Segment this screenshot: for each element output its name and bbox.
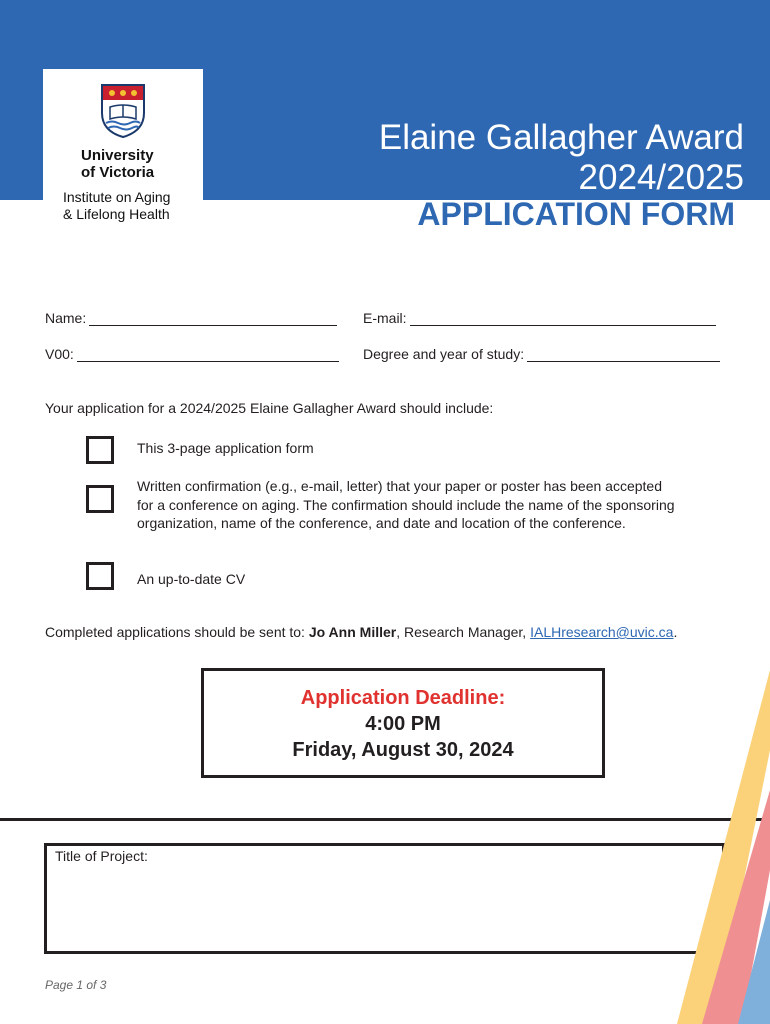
checklist-item: An up-to-date CV: [137, 571, 246, 587]
v00-input-line[interactable]: [77, 347, 339, 362]
section-divider: [0, 818, 770, 821]
contact-name: Jo Ann Miller: [308, 624, 397, 640]
uvic-logo: [43, 69, 203, 231]
university-name: University of Victoria: [81, 147, 155, 181]
email-field[interactable]: [363, 310, 716, 326]
project-title-label: Title of Project:: [55, 848, 148, 864]
checkbox-cv[interactable]: [86, 562, 114, 590]
intro-text: Your application for a 2024/2025 Elaine Gallagher Award should include:: [45, 400, 494, 416]
deadline-time: 4:00 PM: [365, 713, 441, 735]
checkbox-confirmation[interactable]: [86, 485, 114, 513]
deadline-box: [201, 668, 605, 778]
degree-field[interactable]: [363, 346, 720, 362]
submission-instructions: Completed applications should be sent to: Jo Ann Miller, Research Manager, IALHresearch@uvic.ca.: [45, 624, 678, 640]
checklist-item: Written confirmation (e.g., e-mail, letter) that your paper or poster has been accepted for a conference on aging. The confirmation should include the name of the sponsoring organization, name of the conference, and date and location of the conference.: [137, 478, 675, 531]
degree-label: Degree and year of study:: [363, 346, 525, 362]
name-label: Name:: [45, 310, 87, 326]
v00-field[interactable]: [45, 346, 339, 362]
name-input-line[interactable]: [89, 311, 337, 326]
degree-input-line[interactable]: [527, 347, 720, 362]
email-input-line[interactable]: [410, 311, 716, 326]
v00-label: V00:: [45, 346, 74, 362]
checklist-item: This 3-page application form: [137, 440, 314, 456]
crest-icon: [100, 83, 146, 139]
checkbox-application-form[interactable]: [86, 436, 114, 464]
name-field[interactable]: [45, 310, 337, 326]
page-number: Page 1 of 3: [45, 978, 107, 992]
deadline-date: Friday, August 30, 2024: [292, 739, 514, 761]
page-title-form: APPLICATION FORM: [417, 196, 735, 232]
deadline-label: Application Deadline:: [300, 687, 506, 709]
page-title-award: Elaine Gallagher Award: [378, 118, 744, 157]
email-label: E-mail:: [363, 310, 407, 326]
email-link[interactable]: IALHresearch@uvic.ca: [530, 624, 674, 640]
institute-name: Institute on Aging & Lifelong Health: [63, 189, 171, 222]
page-title-year: 2024/2025: [578, 158, 744, 197]
project-title-field[interactable]: [44, 843, 725, 954]
